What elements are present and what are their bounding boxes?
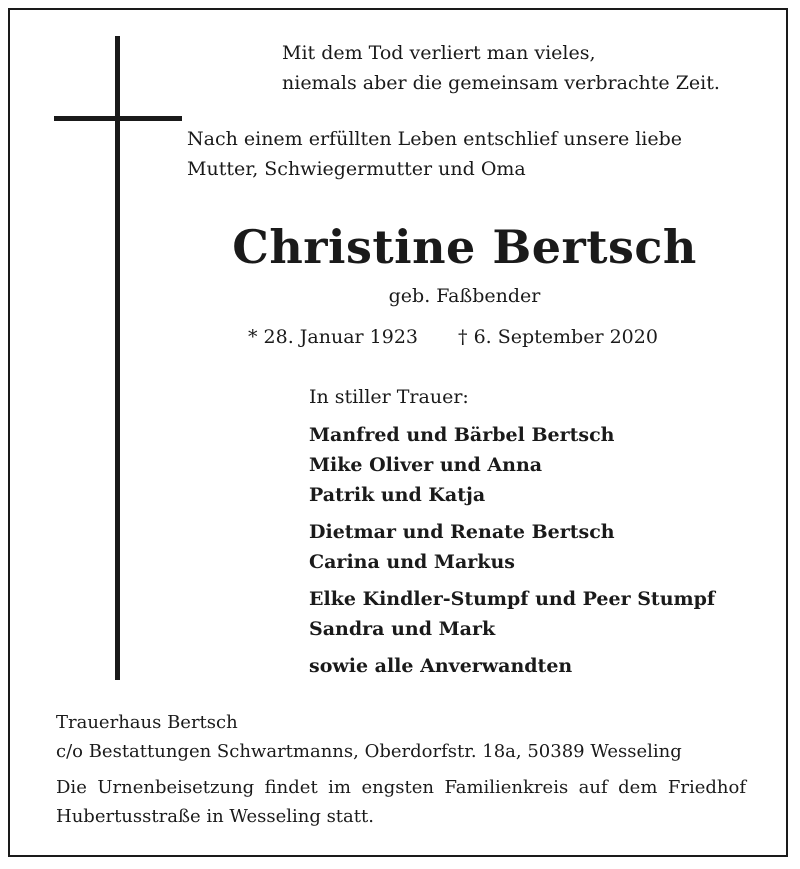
burial-notice: Die Urnenbeisetzung findet im engsten Familienkreis auf dem Friedhof Hubertusstraße in Wesseling statt.	[56, 777, 746, 827]
family-group	[309, 420, 715, 510]
life-dates	[248, 323, 658, 351]
motto-line: niemals aber die gemeinsam verbrachte Zeit.	[282, 72, 720, 94]
footer	[56, 708, 746, 831]
family-member: Sandra und Mark	[309, 618, 496, 640]
motto-line: Mit dem Tod verliert man vieles,	[282, 42, 596, 64]
family-group	[309, 651, 715, 681]
family-group	[309, 517, 715, 577]
maiden-name: geb. Faßbender	[388, 285, 541, 307]
family-member: Manfred und Bärbel Bertsch	[309, 424, 615, 446]
intro-line: Mutter, Schwiegermutter und Oma	[187, 158, 526, 180]
family-member: sowie alle Anverwandten	[309, 655, 573, 677]
birth-date: * 28. Januar 1923	[248, 326, 419, 348]
family-member: Mike Oliver und Anna	[309, 454, 543, 476]
cross-icon-vertical-bar	[115, 36, 120, 680]
family-member: Carina und Markus	[309, 551, 515, 573]
intro-line: Nach einem erfüllten Leben entschlief unsere liebe	[187, 128, 683, 150]
motto	[282, 38, 762, 98]
death-date: † 6. September 2020	[458, 326, 658, 348]
family-group	[309, 584, 715, 644]
mourning-heading: In stiller Trauer:	[309, 386, 469, 408]
cross-icon-horizontal-bar	[54, 116, 182, 121]
family-list	[309, 420, 715, 688]
family-member: Dietmar und Renate Bertsch	[309, 521, 615, 543]
funeral-address: c/o Bestattungen Schwartmanns, Oberdorfstr. 18a, 50389 Wesseling	[56, 741, 682, 762]
intro-text	[187, 124, 767, 184]
family-member: Elke Kindler-Stumpf und Peer Stumpf	[309, 588, 716, 610]
funeral-house: Trauerhaus Bertsch	[56, 712, 238, 733]
deceased-name: Christine Bertsch	[232, 220, 697, 274]
family-member: Patrik und Katja	[309, 484, 486, 506]
